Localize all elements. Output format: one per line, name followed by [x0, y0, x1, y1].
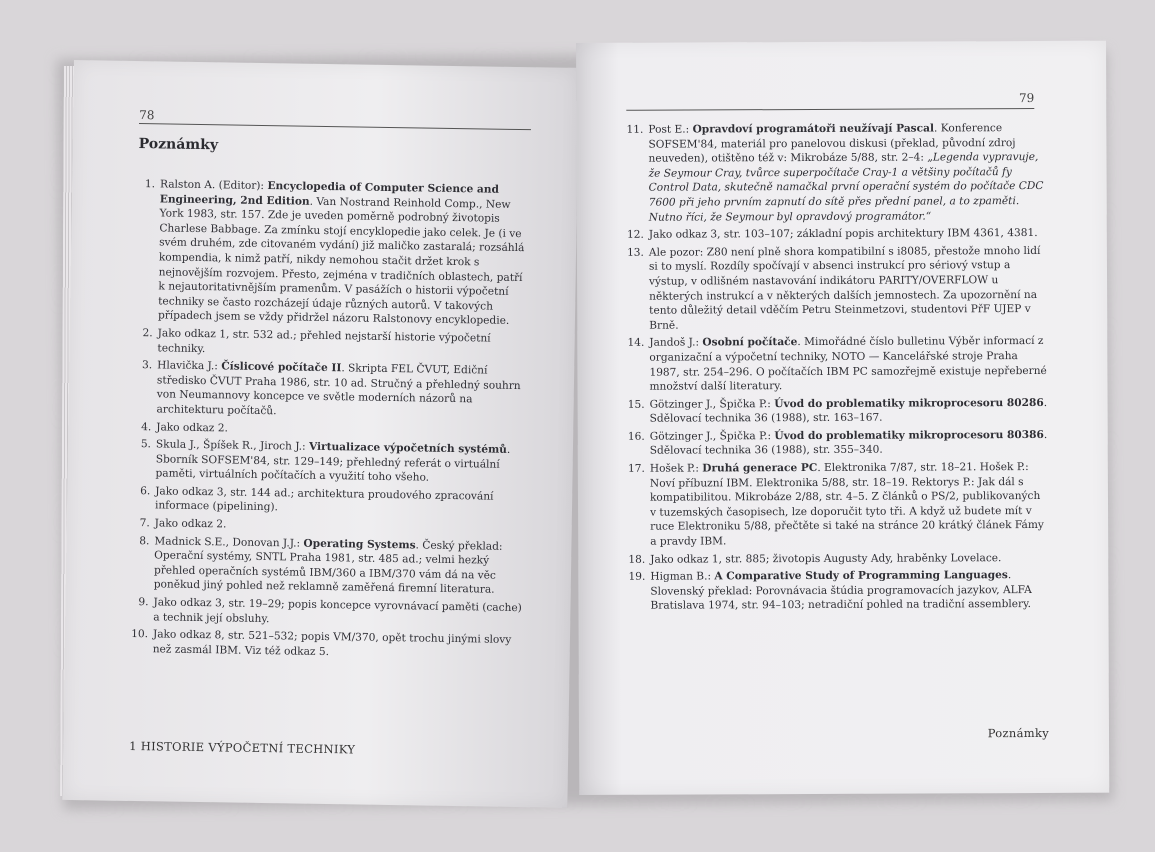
note-author: Madnick S.E., Donovan J.J.: — [154, 534, 304, 550]
note-text — [158, 178, 525, 327]
note-number: 12. — [626, 228, 644, 241]
note-author: Ale pozor: Z80 není plně shora kompatibilní s i8085, přestože mnoho lidí si to myslí. Rozdíly spočívají v absenci instrukcí pro sériový vstup a výstup, v odlišném nastavování indikátoru PARITY/OVERFLOW u některých instrukcí a v některých dalších jemnostech. Za upozornění na tento důležitý detail vděčím Petru Steinmetzovi, studentovi PřF UJEP v Brně. — [648, 244, 1041, 332]
note-details: . Van Nostrand Reinhold Comp., New York 1983, str. 157. Zde je uveden poměrně podrobný životopis Charlese Babbage. Za zmínku stojí encyklopedie jako celek. Je (i ve svém druhém, zde citovaném vydání) již maličko zastaralá; rozsáhlá kompendia, k nimž patří, nikdy nemohou stačit držet krok s nejnovějším rozvojem. Přesto, zejména v tradičních oblastech, patří k nejautoritativnějším pramenům. V pasážích o historii výpočetní techniky se často rozcházejí údaje různých autorů. V takových případech jsem se vždy přidržel názoru Ralstonovy encyklopedie. — [157, 195, 525, 328]
note-item — [134, 358, 527, 423]
note-item — [628, 460, 1048, 549]
note-text — [650, 429, 1048, 457]
note-number: 14. — [627, 337, 645, 350]
note-number: 2. — [142, 327, 153, 340]
note-details: . Slovenský překlad: Porovnávacia štúdia programovacích jazykov, ALFA Bratislava 1974, str. 94–103; netradiční pohled na tradiční assemblery. — [650, 569, 1032, 613]
note-author: Post E.: — [648, 123, 693, 136]
note-details: . Konference SOFSEM'84, materiál pro panelovou diskusi (překlad, původní zdroj neuveden), otištěno též v: Mikrobáze 5/88, str. 2–4: — [648, 122, 1016, 165]
note-author: Götzinger J., Špička P.: — [649, 397, 775, 411]
note-title: Úvod do problematiky mikroprocesoru 80386 — [774, 428, 1044, 443]
note-text — [648, 122, 1043, 223]
note-item — [131, 627, 523, 662]
note-text — [649, 227, 1038, 241]
right-notes-list — [626, 121, 1048, 617]
note-title: Osobní počítače — [702, 336, 798, 349]
note-item — [133, 484, 525, 519]
note-quote: „Legenda vypravuje, že Seymour Cray, tvůrce superpočítače Cray-1 a většiny počítačů fy Control Data, skutečně namačkal první operační systém do počítače CDC 7600 při jeho prvním zapnutí do sítě přes přední panel, a to zpaměti. Nutno říci, že Seymour byl opravdový programátor.“ — [648, 151, 1044, 224]
note-text — [156, 421, 228, 434]
note-details: . Sborník SOFSEM'84, str. 129–149; přehledný referát o virtuální paměti, virtuálních počítačích a využití toho všeho. — [155, 443, 511, 484]
note-title: Druhá generace PC — [702, 462, 818, 475]
note-title: Encyclopedia of Computer Science and Engineering, 2nd Edition — [159, 180, 500, 208]
note-number: 6. — [140, 484, 151, 498]
note-details: . Sdělovací technika 36 (1988), str. 355–340. — [649, 428, 1048, 458]
left-page — [62, 60, 579, 808]
note-item — [628, 568, 1048, 614]
note-details: . Mimořádné číslo bulletinu Výběr informací z organizační a výpočetní techniky, NOTO — Kancelářské stroje Praha 1987, str. 254–296. O počítačích IBM PC samozřejmě existuje nepřeberné množství další literatury. — [649, 335, 1047, 393]
note-number: 15. — [627, 398, 645, 411]
note-author: Ralston A. (Editor): — [159, 178, 268, 193]
note-number: 7. — [139, 517, 150, 530]
note-details: . Sdělovací technika 36 (1988), str. 163–167. — [649, 396, 1048, 425]
note-author: Götzinger J., Špička P.: — [649, 430, 775, 443]
note-item — [628, 428, 1048, 459]
note-text — [153, 629, 512, 658]
note-number: 19. — [628, 570, 646, 583]
note-title: Virtualizace výpočetních systémů — [308, 440, 508, 456]
note-item — [627, 244, 1047, 333]
note-author: Hlavička J.: — [157, 359, 222, 373]
right-page — [576, 41, 1109, 795]
note-details: . Elektronika 7/87, str. 18–21. Hošek P.: Noví příbuzní IBM. Elektronika 5/88, str. 18–19. Rektorys P.: Jak dál s kompatibilitou. Mikrobáze 2/88, str. 4–5. Z článků o PS/2, publikovaných v tuzemských časopisech, lze doporučit tyto tři. A když už budete mít v ruce Elektroniku 5/88, přečtěte si také na stránce 20 krátký článek Fámy a pravdy IBM. — [649, 461, 1044, 548]
note-item — [131, 595, 523, 630]
note-author: Hošek P.: — [649, 462, 703, 475]
note-author: Jako odkaz 2. — [156, 420, 229, 434]
note-title: Číslicové počítače II — [221, 360, 342, 375]
note-details: . Český překlad: Operační systémy, SNTL Praha 1981, str. 485 ad.; velmi hezký přehled operačních systémů IBM/360 a IBM/370 vám dá na věc poněkud jiný pohled než reklamně zaměřená firemní literatura. — [153, 539, 503, 597]
notes-heading: Poznámky — [138, 136, 219, 154]
note-text — [650, 552, 1001, 566]
note-item — [626, 121, 1046, 225]
note-item — [627, 334, 1047, 394]
note-title: Operating Systems — [303, 537, 416, 552]
note-text — [155, 438, 510, 483]
note-author: Jako odkaz 1, str. 885; životopis Augusty Ady, hraběnky Lovelace. — [650, 551, 1002, 566]
note-number: 10. — [131, 628, 149, 641]
page-number-right: 79 — [1018, 91, 1035, 106]
note-title: Opravdoví programátoři neužívají Pascal — [692, 122, 935, 136]
left-notes-list — [131, 177, 531, 666]
note-text — [154, 535, 503, 596]
page-number-left: 78 — [139, 108, 155, 123]
note-number: 17. — [627, 462, 645, 475]
note-item — [132, 534, 525, 599]
note-item — [628, 551, 1048, 567]
note-details: . Skripta FEL ČVUT, Ediční středisko ČVUT Praha 1986, str. 10 ad. Stručný a přehledný souhrn von Neumannovy koncepce ve světle moderních názorů na architekturu počítačů. — [156, 362, 521, 418]
note-title: Úvod do problematiky mikroprocesoru 80286 — [774, 396, 1044, 410]
header-rule-left — [139, 123, 531, 130]
note-text — [650, 461, 1044, 548]
note-text — [155, 517, 227, 530]
note-author: Jandoš J.: — [649, 336, 703, 349]
note-item — [133, 437, 526, 487]
note-number: 8. — [139, 534, 150, 547]
note-text — [649, 245, 1041, 332]
note-title: A Comparative Study of Programming Languages — [714, 569, 1008, 583]
note-number: 5. — [140, 438, 152, 451]
note-number: 16. — [627, 430, 645, 443]
note-number: 9. — [138, 596, 149, 609]
left-running-footer: 1 HISTORIE VÝPOČETNÍ TECHNIKY — [129, 738, 356, 757]
note-author: Jako odkaz 3, str. 144 ad.; architektura proudového zpracování informace (pipelining). — [154, 485, 494, 514]
note-number: 11. — [626, 123, 644, 136]
note-number: 4. — [141, 420, 152, 433]
right-running-footer: Poznámky — [987, 725, 1050, 741]
note-item — [136, 177, 530, 329]
note-author: Jako odkaz 1, str. 532 ad.; přehled nejstarší historie výpočetní techniky. — [157, 327, 491, 355]
note-item — [135, 326, 527, 361]
note-number: 3. — [142, 359, 153, 372]
note-author: Jako odkaz 3, str. 103–107; základní popis architektury IBM 4361, 4381. — [648, 227, 1038, 241]
note-number: 13. — [627, 246, 644, 259]
note-text — [155, 485, 494, 514]
note-author: Jako odkaz 3, str. 19–29; popis koncepce vyrovnávací paměti (cache) a technik její obsluhy. — [153, 596, 522, 625]
note-text — [156, 359, 520, 417]
note-item — [628, 396, 1048, 427]
note-number: 1. — [144, 178, 156, 191]
note-number: 18. — [628, 553, 646, 566]
header-rule-right — [626, 108, 1034, 111]
note-text — [650, 397, 1048, 425]
note-text — [649, 335, 1047, 393]
note-author: Higman B.: — [650, 570, 715, 583]
note-item — [627, 226, 1047, 242]
note-text — [157, 327, 490, 354]
note-author: Skula J., Špíšek R., Jiroch J.: — [155, 438, 310, 453]
note-text — [153, 596, 522, 624]
note-text — [650, 569, 1031, 612]
note-author: Jako odkaz 8, str. 521–532; popis VM/370, opět trochu jinými slovy než zasmál IBM. Viz též odkaz 5. — [152, 628, 512, 658]
note-author: Jako odkaz 2. — [154, 517, 227, 531]
